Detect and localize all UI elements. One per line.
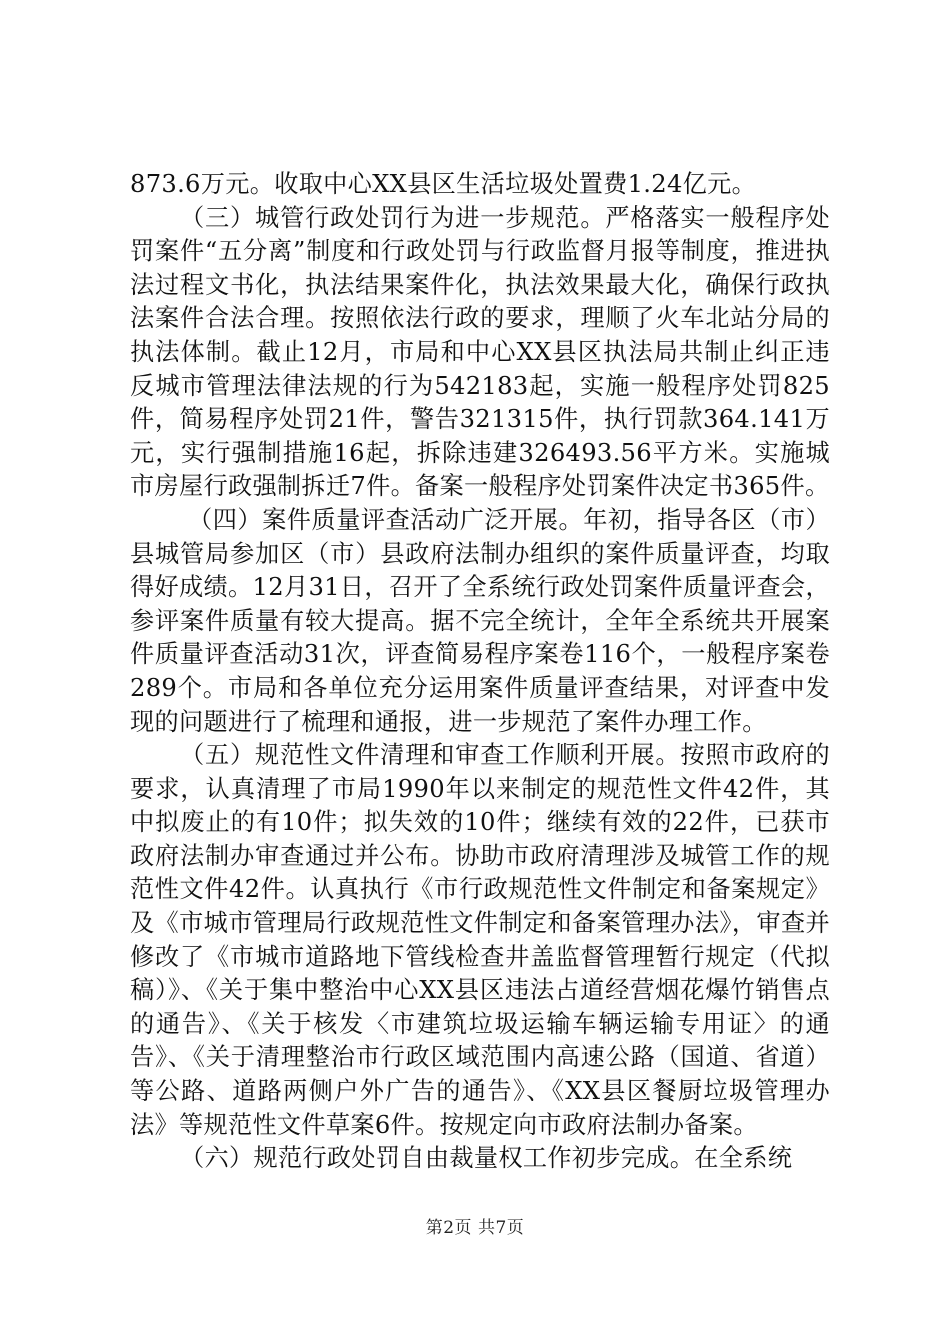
page-number-footer: 第2页 共7页 bbox=[425, 1218, 525, 1238]
paragraph-section-4: （四）案件质量评查活动广泛开展。年初，指导各区（市）县城管局参加区（市）县政府法制办组织的案件质量评查，均取得好成绩。12月31日，召开了全系统行政处罚案件质量评查会，参评案件质量有较大提高。据不完全统计，全年全系统共开展案件质量评查活动31次，评查简易程序案卷116个，一般程序案卷289个。市局和各单位充分运用案件质量评查结果，对评查中发现的问题进行了梳理和通报，进一步规范了案件办理工作。 bbox=[130, 505, 830, 736]
paragraph-section-5: （五）规范性文件清理和审查工作顺利开展。按照市政府的要求，认真清理了市局1990年以来制定的规范性文件42件，其中拟废止的有10件；拟失效的10件；继续有效的22件，已获市政府法制办审查通过并公布。协助市政府清理涉及城管工作的规范性文件42件。认真执行《市行政规范性文件制定和备案规定》及《市城市管理局行政规范性文件制定和备案管理办法》，审查并修改了《市城市道路地下管线检查井盖监督管理暂行规定（代拟稿）》、《关于集中整治中心XX县区违法占道经营烟花爆竹销售点的通告》、《关于核发〈市建筑垃圾运输车辆运输专用证〉的通告》、《关于清理整治市行政区域范围内高速公路（国道、省道）等公路、道路两侧户外广告的通告》、《XX县区餐厨垃圾管理办法》等规范性文件草案6件。按规定向市政府法制办备案。 bbox=[130, 741, 830, 1139]
paragraph-continuation: 873.6万元。收取中心XX县区生活垃圾处置费1.24亿元。 bbox=[130, 170, 757, 198]
paragraph-section-3: （三）城管行政处罚行为进一步规范。严格落实一般程序处罚案件“五分离”制度和行政处罚与行政监督月报等制度，推进执法过程文书化，执法结果案件化，执法效果最大化，确保行政执法案件合法合理。按照依法行政的要求，理顺了火车北站分局的执法体制。截止12月，市局和中心XX县区执法局共制止纠正违反城市管理法律法规的行为542183起，实施一般程序处罚825件，简易程序处罚21件，警告321315件，执行罚款364.141万元，实行强制措施16起，拆除违建326493.56平方米。实施城市房屋行政强制拆迁7件。备案一般程序处罚案件决定书365件。 bbox=[130, 203, 830, 501]
paragraph-section-6: （六）规范行政处罚自由裁量权工作初步完成。在全系统 bbox=[180, 1144, 793, 1173]
document-body bbox=[130, 168, 830, 1176]
